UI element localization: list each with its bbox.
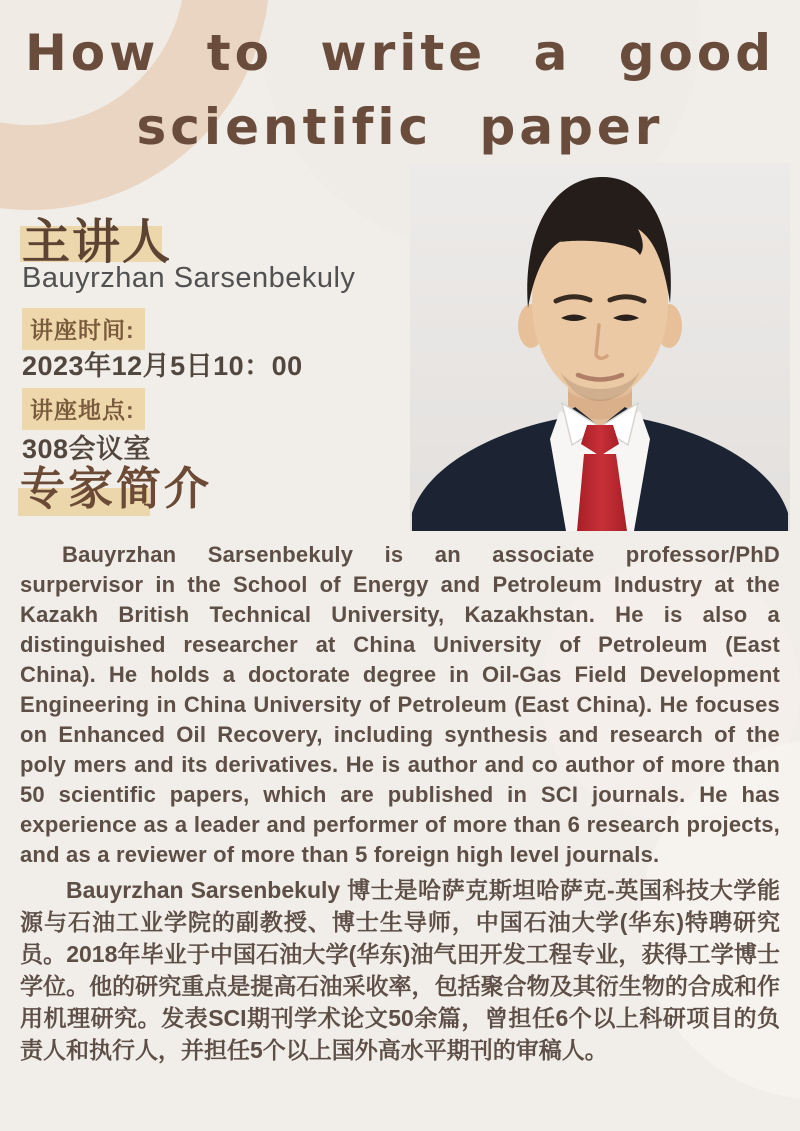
bio-paragraph-chinese: Bauyrzhan Sarsenbekuly 博士是哈萨克斯坦哈萨克-英国科技大学能源与石油工业学院的副教授、博士生导师，中国石油大学(华东)特聘研究员。2018年毕业于中国石油大学(华东)油气田开发工程专业，获得工学博士学位。他的研究重点是提高石油采收率，包括聚合物及其衍生物的合成和作用机理研究。发表SCI期刊学术论文50余篇，曾担任6个以上科研项目的负责人和执行人，并担任5个以上国外高水平期刊的审稿人。 xyxy=(20,877,780,1063)
lecture-time-label: 讲座时间: xyxy=(22,308,145,350)
lecture-location-value: 308会议室 xyxy=(22,434,152,464)
speaker-label: 主讲人 xyxy=(22,216,173,269)
bio-body xyxy=(20,540,780,1066)
lecture-time-value: 2023年12月5日10：00 xyxy=(22,351,303,381)
lecture-location-label: 讲座地点: xyxy=(22,388,145,430)
poster-title-line2: scientific paper xyxy=(136,98,664,156)
speaker-portrait-photo xyxy=(410,163,790,531)
bio-heading: 专家简介 xyxy=(20,463,213,514)
poster-title-line1: How to write a good xyxy=(24,24,776,82)
speaker-portrait-illustration xyxy=(410,163,790,531)
bio-paragraph-english: Bauyrzhan Sarsenbekuly is an associate professor/PhD surpervisor in the School of Energy and Petroleum Industry at the Kazakh British Technical University, Kazakhstan. He is also a distinguished researcher at China University of Petroleum (East China). He holds a doctorate degree in Oil-Gas Field Development Engineering in China University of Petroleum (East China). He focuses on Enhanced Oil Recovery, including synthesis and research of the poly mers and its derivatives. He is author and co author of more than 50 scientific papers, which are published in SCI journals. He has experience as a leader and performer of more than 6 research projects, and as a reviewer of more than 5 foreign high level journals. xyxy=(20,542,780,867)
poster-title xyxy=(0,16,800,164)
speaker-name: Bauyrzhan Sarsenbekuly xyxy=(22,262,356,294)
